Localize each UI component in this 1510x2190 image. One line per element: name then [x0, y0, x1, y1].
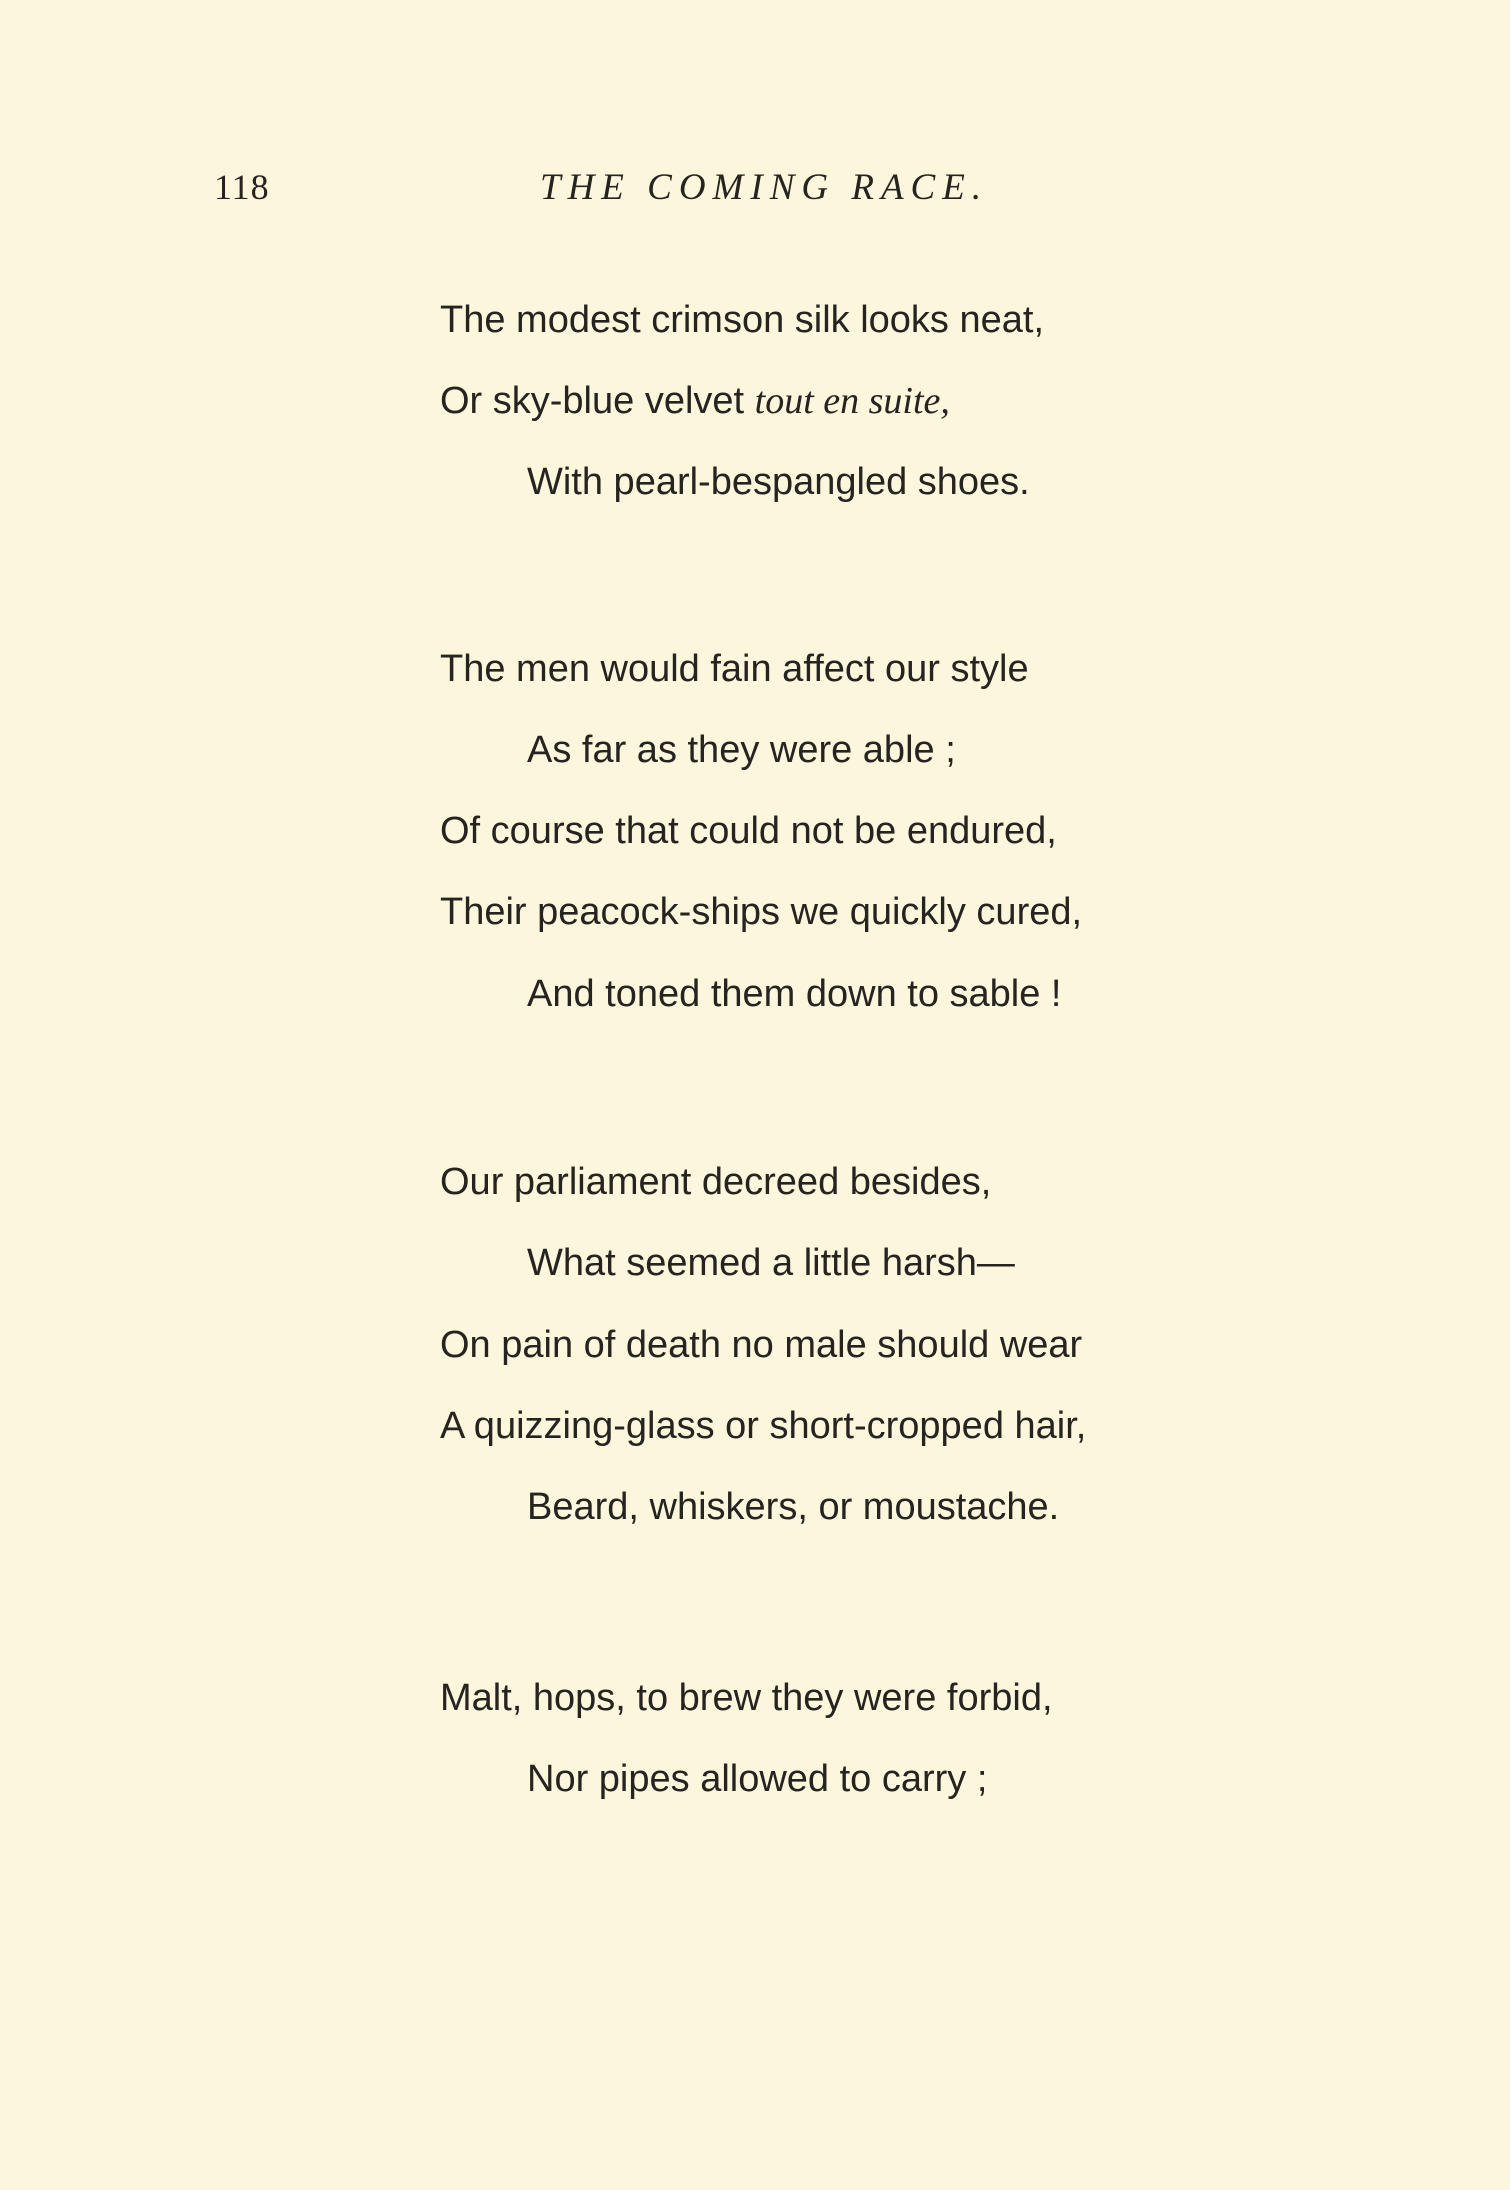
poem-line — [440, 378, 950, 424]
poem-line: A quizzing-glass or short-cropped hair, — [440, 1405, 1087, 1447]
poem-line-roman: Or sky-blue velvet — [440, 380, 755, 422]
poem-line-italic: tout en suite, — [754, 380, 950, 422]
poem-line: Beard, whiskers, or moustache. — [527, 1486, 1060, 1528]
poem-line: Of course that could not be endured, — [440, 810, 1057, 852]
poem-line: And toned them down to sable ! — [527, 973, 1062, 1015]
running-title: THE COMING RACE. — [540, 167, 989, 208]
page-number: 118 — [214, 167, 270, 207]
poem-line: Nor pipes allowed to carry ; — [527, 1758, 988, 1800]
poem-line: The modest crimson silk looks neat, — [440, 299, 1045, 341]
poem-line: On pain of death no male should wear — [440, 1324, 1083, 1366]
poem-line: What seemed a little harsh— — [527, 1242, 1015, 1284]
poem-line: Malt, hops, to brew they were forbid, — [440, 1677, 1053, 1719]
poem-line: The men would fain affect our style — [440, 648, 1029, 690]
poem-line: Our parliament decreed besides, — [440, 1161, 992, 1203]
poem-line: With pearl-bespangled shoes. — [527, 461, 1030, 503]
poem-line: As far as they were able ; — [527, 729, 956, 771]
poem-line: Their peacock-ships we quickly cured, — [440, 891, 1083, 933]
